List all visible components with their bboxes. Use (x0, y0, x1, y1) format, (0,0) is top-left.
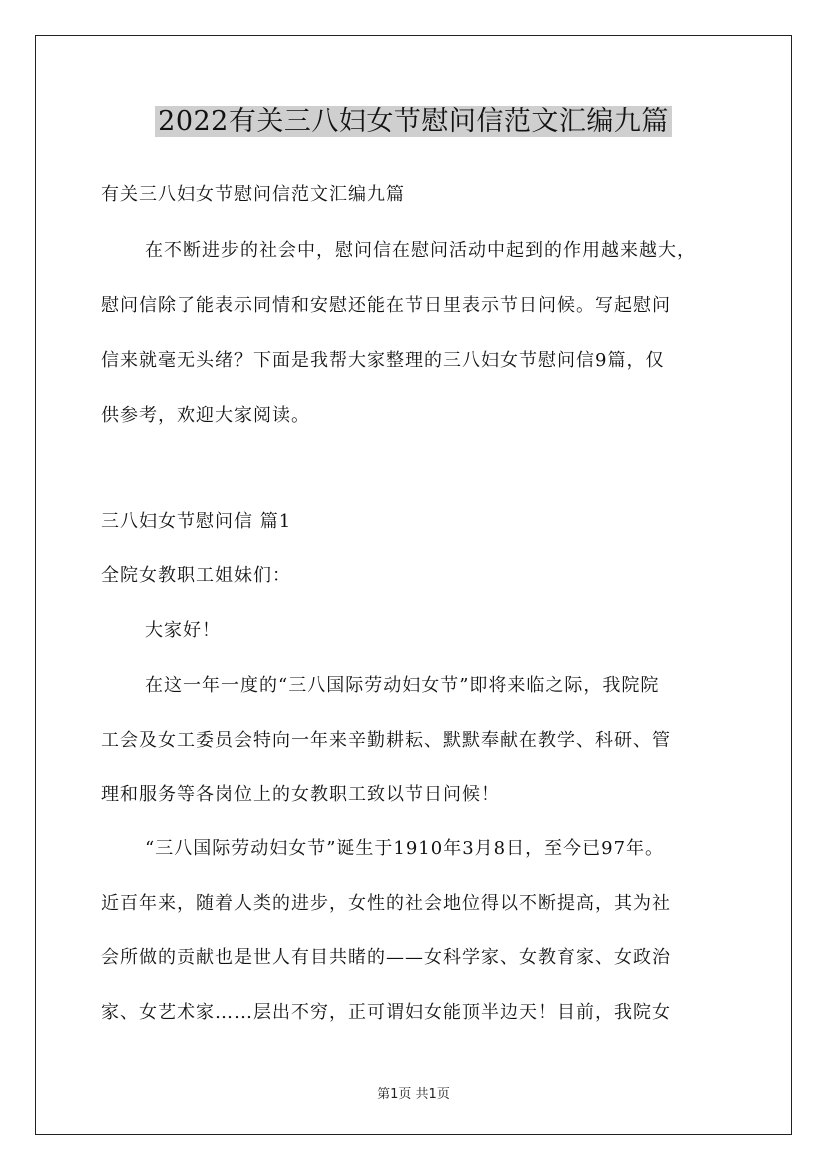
document-title-text: 2022有关三八妇女节慰问信范文汇编九篇 (155, 106, 672, 137)
document-title (0, 101, 827, 143)
paragraph-line: 家、女艺术家……层出不穷，正可谓妇女能顶半边天！目前，我院女 (101, 1002, 671, 1023)
document-subtitle: 有关三八妇女节慰问信范文汇编九篇 (101, 184, 405, 205)
paragraph-line: 在这一年一度的“三八国际劳动妇女节”即将来临之际，我院院 (145, 675, 660, 696)
intro-line: 信来就毫无头绪？下面是我帮大家整理的三八妇女节慰问信9篇，仅 (101, 350, 665, 371)
paragraph-line: 工会及女工委员会特向一年来辛勤耕耘、默默奉献在教学、科研、管 (101, 730, 671, 751)
intro-line: 慰问信除了能表示同情和安慰还能在节日里表示节日问候。写起慰问 (101, 295, 671, 316)
section-heading: 三八妇女节慰问信 篇1 (101, 511, 292, 532)
letter-greeting: 大家好！ (145, 620, 221, 641)
paragraph-line: 会所做的贡献也是世人有目共睹的——女科学家、女教育家、女政治 (101, 947, 671, 968)
paragraph-line: 理和服务等各岗位上的女教职工致以节日问候！ (101, 784, 500, 805)
letter-salutation: 全院女教职工姐妹们： (101, 565, 291, 586)
intro-line: 供参考，欢迎大家阅读。 (101, 405, 310, 426)
paragraph-line: 近百年来，随着人类的进步，女性的社会地位得以不断提高，其为社 (101, 893, 671, 914)
page-number-footer: 第1页 共1页 (377, 1087, 450, 1102)
paragraph-line: “三八国际劳动妇女节”诞生于1910年3月8日，至今已97年。 (145, 838, 665, 859)
intro-line: 在不断进步的社会中，慰问信在慰问活动中起到的作用越来越大， (145, 240, 696, 261)
